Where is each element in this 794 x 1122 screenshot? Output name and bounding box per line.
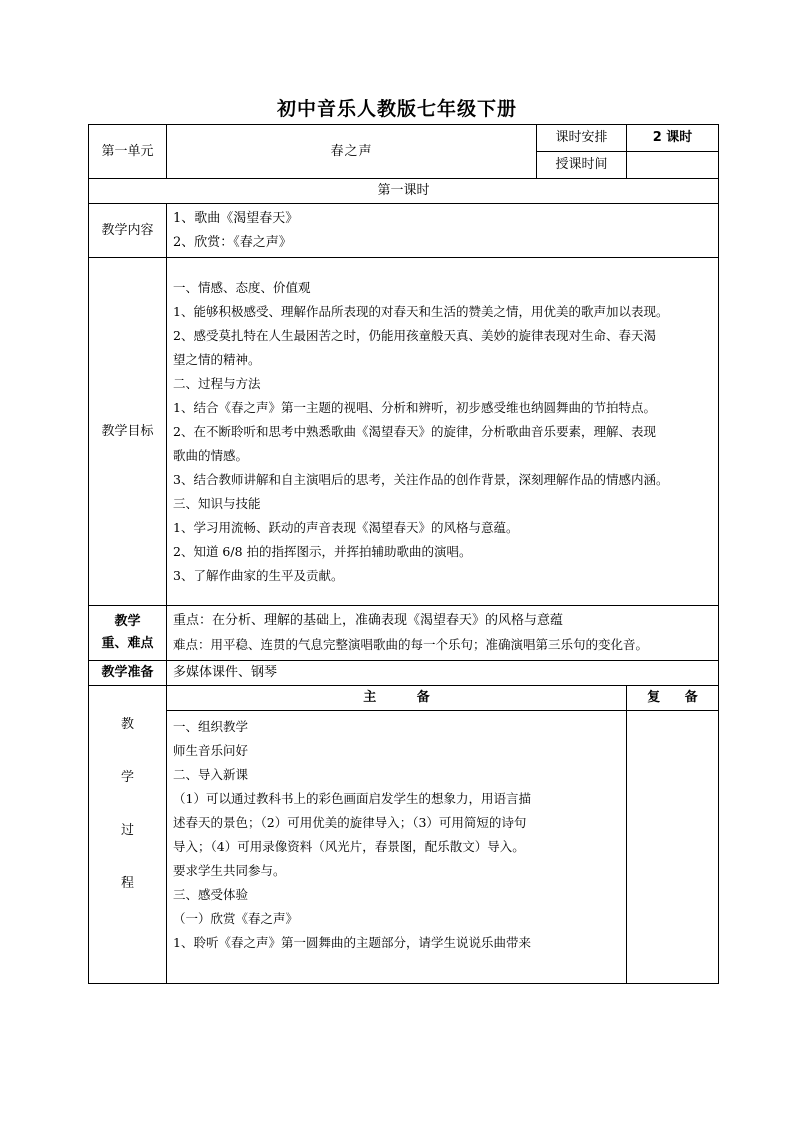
- document-title: 初中音乐人教版七年级下册: [276, 98, 517, 120]
- content-label: 教学内容: [89, 204, 167, 258]
- process-label: [89, 686, 167, 984]
- goal-line: 三、知识与技能: [173, 495, 261, 511]
- content-line: 2、欣赏：《春之声》: [173, 234, 292, 250]
- goal-line: 一、情感、态度、价值观: [173, 279, 311, 295]
- goal-line: 1、结合《春之声》第一主题的视唱、分析和辨听，初步感受维也纳圆舞曲的节拍特点。: [173, 399, 656, 415]
- content-line: 1、歌曲《渴望春天》: [173, 210, 299, 226]
- key-points-label-line1: 教学: [114, 614, 141, 629]
- key-points-label: [89, 606, 167, 661]
- process-line: 要求学生共同参与。: [173, 863, 286, 878]
- process-line: 导入；（4）可用录像资料（风光片，春景图，配乐散文）导入。: [173, 839, 525, 854]
- process-line: 一、组织教学: [173, 719, 249, 734]
- time-value: [627, 152, 719, 179]
- prep-value: 多媒体课件、钢琴: [173, 665, 278, 680]
- prep-label: 教学准备: [89, 661, 167, 686]
- goal-line: 望之情的精神。: [173, 351, 261, 367]
- process-label-char: 程: [120, 876, 134, 891]
- key-points-label-line2: 重、难点: [101, 636, 154, 651]
- second-prep-header: 复 备: [627, 686, 719, 711]
- process-label-char: 学: [120, 770, 134, 785]
- prep-cell: [167, 661, 719, 686]
- key-point-line: 难点：用平稳、连贯的气息完整演唱歌曲的每一个乐句；准确演唱第三乐句的变化音。: [173, 637, 649, 652]
- goal-line: 1、学习用流畅、跃动的声音表现《渴望春天》的风格与意蕴。: [173, 519, 519, 535]
- goal-line: 3、了解作曲家的生平及贡献。: [173, 567, 344, 583]
- goal-line: 1、能够积极感受、理解作品所表现的对春天和生活的赞美之情，用优美的歌声加以表现。: [173, 303, 669, 319]
- goal-line: 2、知道 6/8 拍的指挥图示，并挥拍辅助歌曲的演唱。: [173, 543, 472, 559]
- key-points-cell: [167, 606, 719, 661]
- lesson-plan-table: [88, 124, 719, 984]
- goal-line: 2、在不断聆听和思考中熟悉歌曲《渴望春天》的旋律，分析歌曲音乐要素，理解、表现: [173, 423, 656, 439]
- process-line: 述春天的景色；（2）可用优美的旋律导入；（3）可用简短的诗句: [173, 815, 527, 830]
- process-label-char: 过: [120, 823, 134, 838]
- process-line: 师生音乐问好: [173, 743, 249, 758]
- second-prep-cell: [627, 711, 719, 984]
- time-label: 授课时间: [537, 152, 627, 179]
- hours-value: 2 课时: [627, 125, 719, 152]
- goals-label: 教学目标: [89, 258, 167, 606]
- unit-cell: 第一单元: [89, 125, 167, 179]
- main-prep-cell: [167, 711, 627, 984]
- main-prep-header: 主 备: [167, 686, 627, 711]
- process-line: 三、感受体验: [173, 887, 249, 902]
- content-cell: [167, 204, 719, 258]
- goal-line: 歌曲的情感。: [173, 447, 249, 463]
- session-title: 第一课时: [89, 179, 719, 204]
- goal-line: 2、感受莫扎特在人生最困苦之时，仍能用孩童般天真、美妙的旋律表现对生命、春天渴: [173, 327, 656, 343]
- goal-line: 3、结合教师讲解和自主演唱后的思考，关注作品的创作背景，深刻理解作品的情感内涵。: [173, 471, 669, 487]
- process-line: （一）欣赏《春之声》: [173, 911, 299, 926]
- process-line: 1、聆听《春之声》第一圆舞曲的主题部分，请学生说说乐曲带来: [173, 935, 531, 950]
- key-point-line: 重点：在分析、理解的基础上，准确表现《渴望春天》的风格与意蕴: [173, 613, 564, 628]
- process-line: 二、导入新课: [173, 767, 249, 782]
- process-label-char: 教: [120, 717, 134, 732]
- process-line: （1）可以通过教科书上的彩色画面启发学生的想象力，用语言描: [173, 791, 531, 806]
- lesson-title: 春之声: [167, 125, 537, 179]
- goal-line: 二、过程与方法: [173, 375, 261, 391]
- goals-cell: [167, 258, 719, 606]
- schedule-label: 课时安排: [537, 125, 627, 152]
